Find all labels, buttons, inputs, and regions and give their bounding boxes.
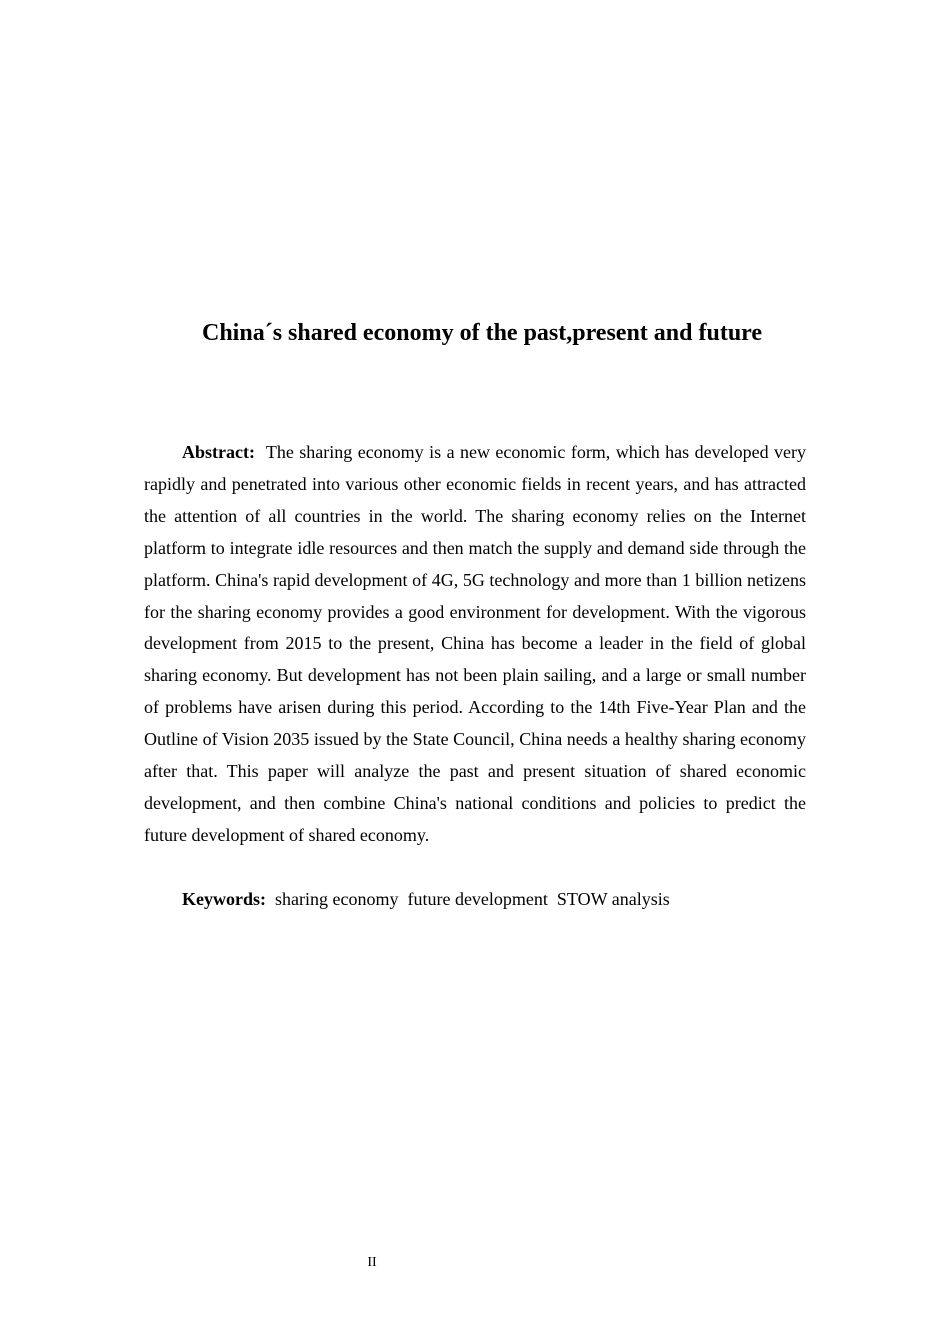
abstract-text: The sharing economy is a new economic form, which has developed very rapidly and penetrated into various other economic fields in recent years, and has attracted the attention of all countries in the world. The sharing economy relies on the Internet platform to integrate idle resources and then match the supply and demand side through the platform. China's rapid development of 4G, 5G technology and more than 1 billion netizens for the sharing economy provides a good environment for development. With the vigorous development from 2015 to the present, China has become a leader in the field of global sharing economy. But development has not been plain sailing, and a large or small number of problems have arisen during this period. According to the 14th Five-Year Plan and the Outline of Vision 2035 issued by the State Council, China needs a healthy sharing economy after that. This paper will analyze the past and present situation of shared economic development, and then combine China's national conditions and policies to predict the future development of shared economy. <box>144 442 806 845</box>
paper-title: China´s shared economy of the past,present and future <box>202 320 763 346</box>
page-number: II <box>367 1255 377 1270</box>
abstract-paragraph <box>144 437 806 852</box>
keywords-label: Keywords: <box>182 889 266 909</box>
keywords-paragraph <box>144 884 806 916</box>
abstract-label: Abstract: <box>182 442 255 462</box>
keywords-text: sharing economy future development STOW analysis <box>275 889 670 909</box>
